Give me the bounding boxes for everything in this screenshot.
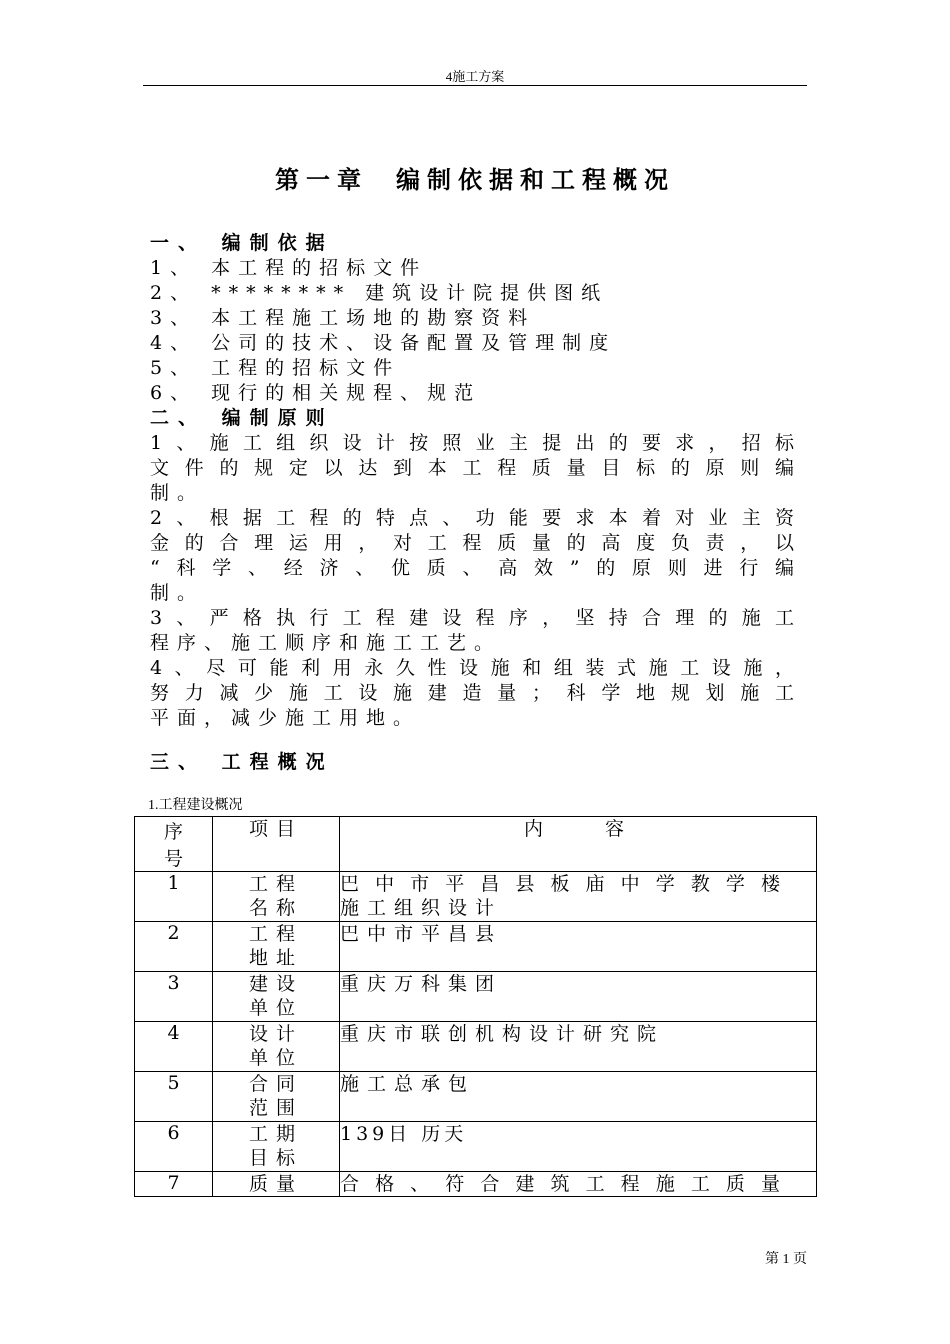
chapter-name: 编制依据和工程概况 [396,165,675,194]
principles-line: 2、根据工程的特点、功能要求本着对业主资 [150,507,794,529]
row-content-line1: 合格、符合建筑工程施工质量 [340,1173,780,1195]
row-content: 139日 历天 [340,1122,817,1172]
principles-line: 1、施工组织设计按照业主提出的要求，招标 [150,432,794,454]
table-row [135,872,817,922]
principles-line: 平面，减少施工用地。 [150,707,421,729]
table-row [135,972,817,1022]
row-no: 2 [135,922,213,972]
principles-line: 制。 [150,582,205,604]
basis-item: 1、 本工程的招标文件 [150,257,428,279]
table-row [135,1072,817,1122]
row-content-line2: 施工组织设计 [340,897,503,919]
basis-item: 4、 公司的技术、设备配置及管理制度 [150,332,617,354]
section-heading-overview: 三、 工程概况 [150,751,334,773]
chapter-number: 第一章 [275,165,368,194]
row-item-line1: 建设 [248,973,303,995]
header-rule [143,85,807,86]
row-item-line2: 范围 [248,1097,303,1119]
row-content: 重庆市联创机构设计研究院 [340,1022,817,1072]
row-content [340,1172,817,1197]
row-no: 3 [135,972,213,1022]
basis-item: 3、 本工程施工场地的勘察资料 [150,307,536,329]
principles-line: 程序、施工顺序和施工工艺。 [150,632,502,654]
table-caption: 1.工程建设概况 [148,798,243,813]
row-no: 4 [135,1022,213,1072]
principles-line: “科学、经济、优质、高效”的原则进行编 [150,557,794,579]
row-item-line1: 设计 [248,1023,303,1045]
row-item [213,872,340,922]
principles-line: 制。 [150,482,205,504]
table-row [135,922,817,972]
row-item-line2: 目标 [248,1147,303,1169]
table-row [135,1122,817,1172]
section-heading-principles: 二、 编制原则 [150,407,334,429]
principles-line: 4、尽可能利用永久性设施和组装式施工设施， [150,657,794,679]
principles-line: 3、严格执行工程建设程序，坚持合理的施工 [150,607,794,629]
header-cell-content: 内 容 [340,817,817,872]
header-cell-no [135,817,213,872]
table-row [135,1022,817,1072]
row-content: 巴中市平昌县 [340,922,817,972]
row-no: 1 [135,872,213,922]
header-no-line1: 序 [163,821,183,843]
row-item [213,972,340,1022]
project-overview-table [134,816,817,1197]
header-cell-item: 项目 [213,817,340,872]
row-no: 6 [135,1122,213,1172]
row-item [213,922,340,972]
row-content-line1: 巴中市平昌县板庙中学教学楼 [340,873,780,895]
principles-line: 努力减少施工设施建造量；科学地规划施工 [150,682,794,704]
section-heading-basis: 一、 编制依据 [150,232,334,254]
row-item [213,1072,340,1122]
table-header-row [135,817,817,872]
basis-item: 2、 ******** 建筑设计院提供图纸 [150,282,609,304]
row-item-line2: 名称 [248,897,303,919]
principles-line: 文件的规定以达到本工程质量目标的原则编 [150,457,794,479]
basis-item: 6、 现行的相关规程、规范 [150,382,482,404]
row-item-line2: 地址 [248,947,303,969]
row-item [213,1022,340,1072]
row-item-line2: 单位 [248,1047,303,1069]
table-row [135,1172,817,1197]
basis-item: 5、 工程的招标文件 [150,357,401,379]
row-content [340,872,817,922]
page-number: 第 1 页 [765,1252,807,1267]
row-content: 施工总承包 [340,1072,817,1122]
chapter-title [0,160,950,195]
row-no: 5 [135,1072,213,1122]
row-item-line1: 合同 [248,1073,303,1095]
row-no: 7 [135,1172,213,1197]
row-item-line1: 工程 [248,923,303,945]
row-item-line1: 工程 [248,873,303,895]
row-item-line2: 单位 [248,997,303,1019]
row-item: 质量 [213,1172,340,1197]
row-item-line1: 工期 [248,1123,303,1145]
page-header-title: 4施工方案 [445,69,505,84]
row-content: 重庆万科集团 [340,972,817,1022]
row-item [213,1122,340,1172]
header-no-line2: 号 [163,848,183,870]
principles-line: 金的合理运用，对工程质量的高度负责，以 [150,532,794,554]
